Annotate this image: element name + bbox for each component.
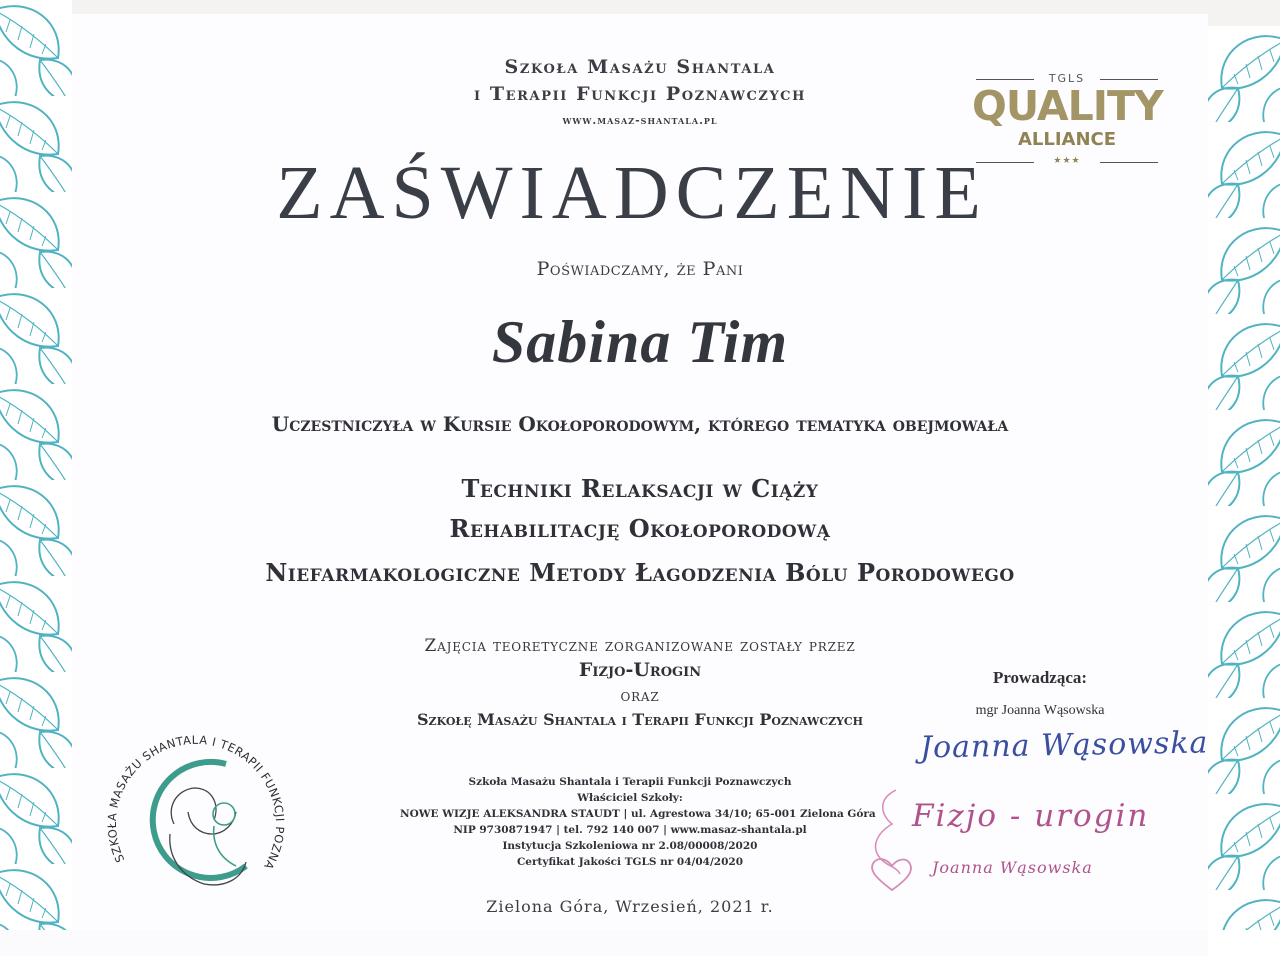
details-contact-text: NIP 9730871947 | tel. 792 140 007 | www.masaz-shantala.pl [453, 824, 807, 836]
details-owner-text: Właściciel Szkoły: [577, 792, 683, 804]
organizer-school: Szkołę Masażu Shantala i Terapii Funkcji Poznawczych [416, 710, 863, 729]
school-name-line1: Szkoła Masażu Shantala [504, 56, 776, 78]
recipient-name: Sabina Tim [491, 309, 789, 375]
details-contact [400, 822, 860, 838]
details-school-name [400, 774, 860, 790]
stamp-fizjo-urogin: Fizjo - urogin [912, 798, 1150, 834]
participation-text: Uczestniczyła w Kursie Okołoporodowym, którego tematyka obejmowała [271, 412, 1009, 436]
organizer-fizjo-urogin: Fizjo-Urogin [578, 659, 702, 681]
badge-quality-text: QUALITY [972, 82, 1163, 130]
badge-alliance-text: ALLIANCE [1017, 129, 1117, 150]
badge-tgls-text: TGLS [1048, 72, 1086, 85]
certify-text: Poświadczamy, że Pani [536, 258, 744, 280]
organized-by-text: Zajęcia teoretyczne zorganizowane zostały przez [424, 636, 856, 656]
topic-item: Niefarmakologiczne Metody Łagodzenia Bólu Porodowego [265, 558, 1015, 587]
details-owner-label [400, 790, 860, 806]
left-leaf-border [0, 0, 72, 930]
details-institution [400, 838, 860, 854]
instructor-label: Prowadząca: [992, 668, 1088, 687]
instructor-signature: Joanna Wąsowska [919, 725, 1209, 766]
details-school-text: Szkoła Masażu Shantala i Terapii Funkcji Poznawczych [468, 776, 792, 788]
school-website: www.masaz-shantala.pl [562, 114, 718, 127]
certificate-title: ZAŚWIADCZENIE [276, 151, 988, 235]
school-name-line2: i Terapii Funkcji Poznawczych [474, 83, 806, 105]
instructor-name: mgr Joanna Wąsowska [975, 703, 1105, 718]
school-logo [96, 716, 296, 916]
topic-item: Techniki Relaksacji w Ciąży [461, 474, 819, 503]
badge-stars-icon: ★★★ [1053, 156, 1081, 166]
svg-text:SZKOŁA MASAŻU SHANTALA I TERAP [96, 716, 287, 872]
details-quality-certificate [400, 854, 860, 870]
place-and-date: Zielona Góra, Wrzesień, 2021 r. [486, 897, 774, 916]
stamp-heart-icon [866, 786, 918, 910]
topic-item: Rehabilitację Okołoporodową [449, 514, 831, 543]
details-institution-text: Instytucja Szkoleniowa nr 2.08/00008/2020 [502, 840, 758, 852]
stamp-name: Joanna Wąsowska [932, 858, 1093, 877]
and-text: oraz [620, 686, 660, 706]
details-address [400, 806, 876, 822]
logo-circular-text: SZKOŁA MASAŻU SHANTALA I TERAPII FUNKCJI POZNA [104, 732, 288, 872]
details-address-text: NOWE WIZJE ALEKSANDRA STAUDT | ul. Agrestowa 34/10; 65-001 Zielona Góra [400, 808, 876, 820]
details-quality-cert-text: Certyfikat Jakości TGLS nr 04/04/2020 [516, 856, 744, 868]
